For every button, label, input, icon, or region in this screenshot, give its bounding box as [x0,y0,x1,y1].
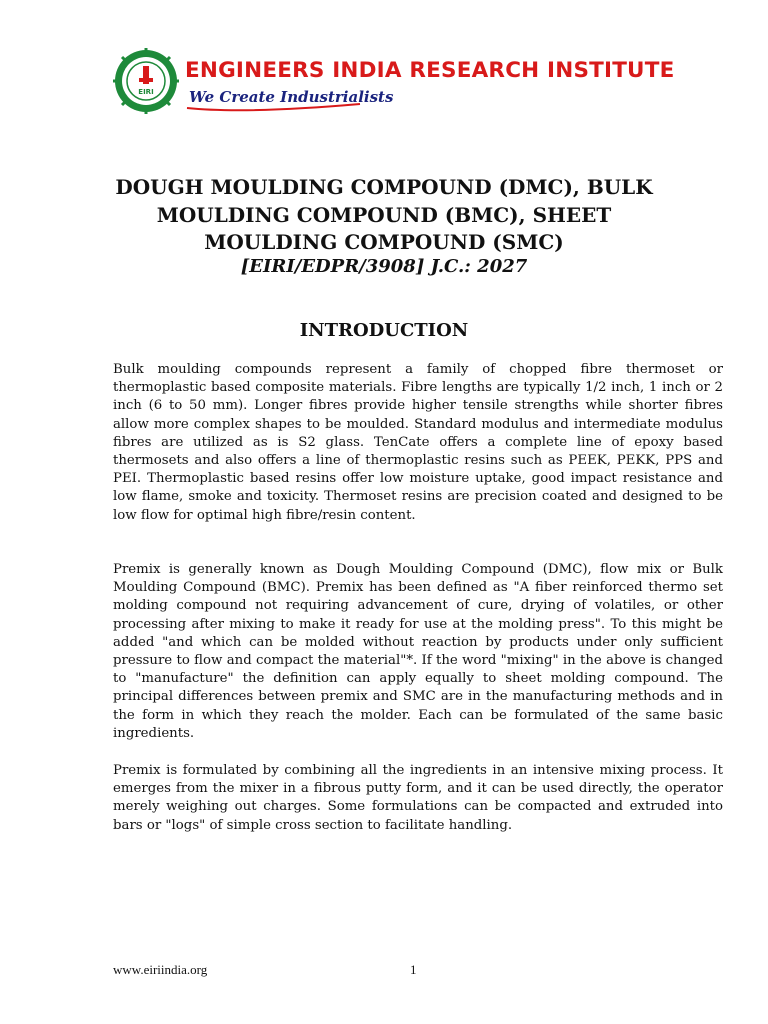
paragraph-3: Premix is formulated by combining all the ingredients in an intensive mixing process. It emerges from the mixer in a fibrous putty form, and it can be used directly, the operator merely weighing out charges. Some formulations can be compacted and extruded into bars or "logs" of simple cross section to facilitate handling. [113,763,723,833]
paragraph-2: Premix is generally known as Dough Moulding Compound (DMC), flow mix or Bulk Moulding Compound (BMC). Premix has been defined as "A fiber reinforced thermo set molding compound not requiring advancement of cure, drying of volatiles, or other processing after mixing to make it ready for use at the molding press". To this might be added "and which can be molded without reaction by products under only sufficient pressure to flow and compact the material"*. If the word "mixing" in the above is changed to "manufacture" the definition can apply equally to sheet molding compound. The principal differences between premix and SMC are in the manufacturing methods and in the form in which they reach the molder. Each can be formulated of the same basic ingredients. [113,562,723,741]
footer-website-link[interactable]: www.eiriindia.org [113,962,208,977]
section-heading: INTRODUCTION [299,320,469,341]
document-reference: [EIRI/EDPR/3908] J.C.: 2027 [240,256,528,277]
institute-seal-logo [113,48,179,114]
page-number: 1 [410,962,417,977]
paragraph-1: Bulk moulding compounds represent a family of chopped fibre thermoset or thermoplastic based composite materials. Fibre lengths are typically 1/2 inch, 1 inch or 2 inch (6 to 50 mm). Longer fibres provide higher tensile strengths while shorter fibres allow more complex shapes to be moulded. Standard modulus and intermediate modulus fibres are utilized as is S2 glass. TenCate offers a complete line of epoxy based thermosets and also offers a line of thermoplastic resins such as PEEK, PEKK, PPS and PEI. Thermoplastic based resins offer low moisture uptake, good impact resistance and low flame, smoke and toxicity. Thermoset resins are precision coated and designed to be low flow for optimal high fibre/resin content. [113,362,723,523]
letterhead [113,48,675,118]
organization-name: ENGINEERS INDIA RESEARCH INSTITUTE [185,58,675,83]
document-title: DOUGH MOULDING COMPOUND (DMC), BULK MOULDING COMPOUND (BMC), SHEET MOULDING COMPOUND (SMC) [115,175,653,254]
organization-tagline: We Create Industrialists [189,88,394,106]
seal-center-text: EIRI [138,88,154,96]
